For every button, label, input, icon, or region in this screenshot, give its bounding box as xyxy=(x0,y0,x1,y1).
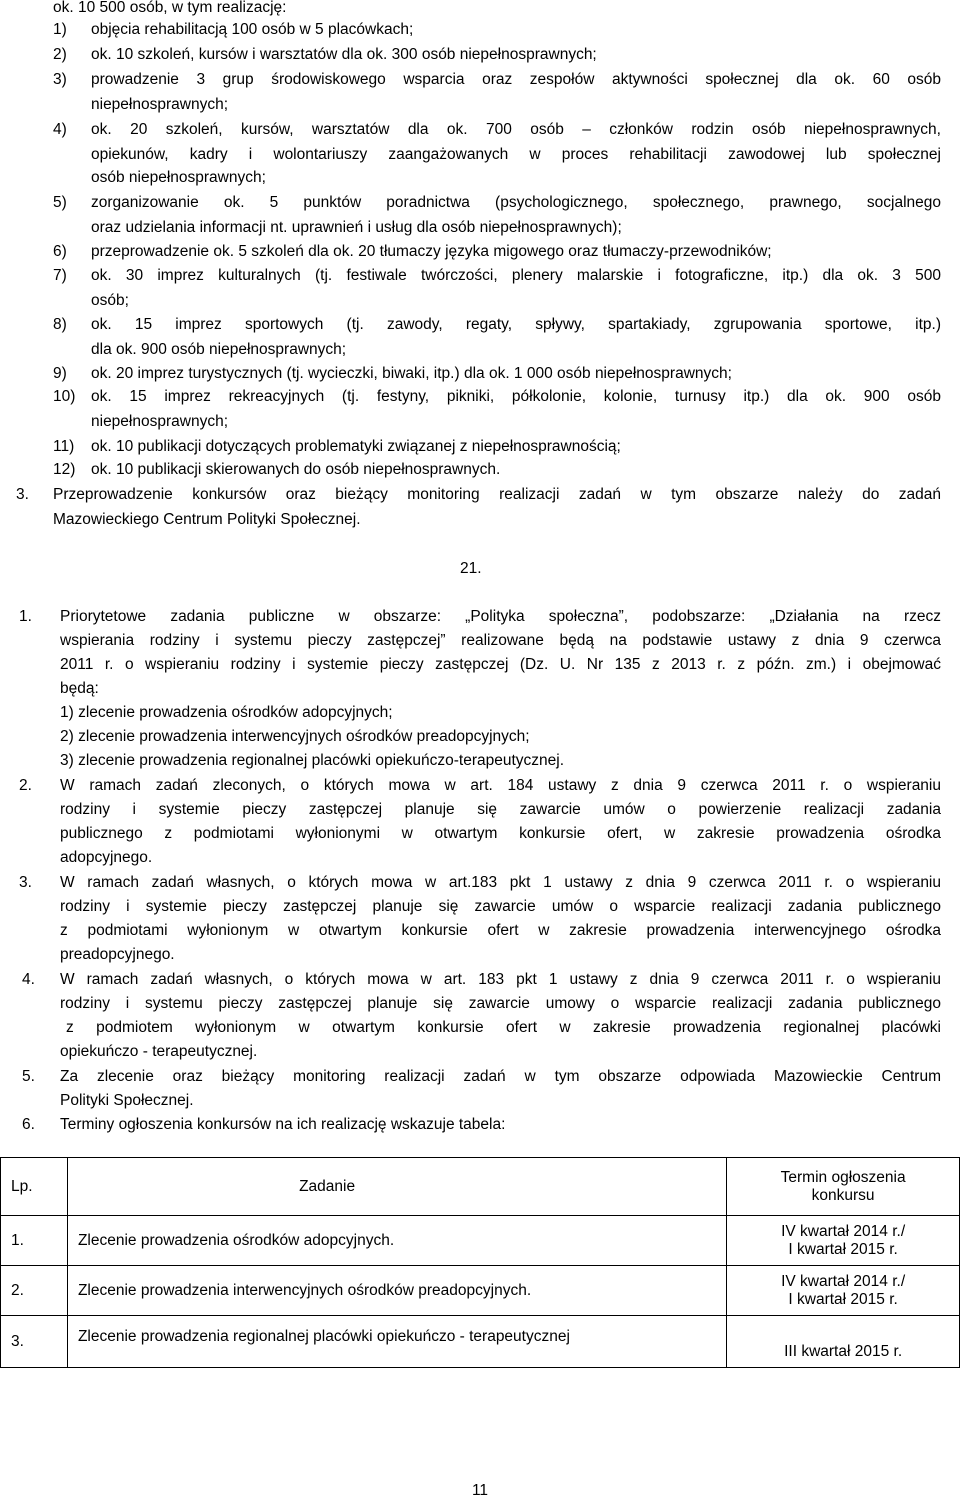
table-row xyxy=(1,1316,960,1368)
row-term xyxy=(727,1316,960,1368)
list-item-number: 2) xyxy=(53,46,67,63)
page-number: 11 xyxy=(471,1482,489,1499)
list-item-text: ok. 20 imprez turystycznych (tj. wycieczki, biwaki, itp.) dla ok. 1 000 osób niepełnosprawnych; xyxy=(91,365,732,382)
paragraph-text: adopcyjnego. xyxy=(60,849,153,866)
list-item-text: przeprowadzenie ok. 5 szkoleń dla ok. 20 tłumaczy języka migowego oraz tłumaczy-przewodników; xyxy=(91,243,772,260)
row-term xyxy=(727,1216,960,1266)
list-item-number: 1) xyxy=(53,21,67,38)
paragraph-text: Terminy ogłoszenia konkursów na ich realizację wskazuje tabela: xyxy=(60,1116,506,1133)
list-item-continuation: dla ok. 900 osób niepełnosprawnych; xyxy=(91,341,347,358)
list-item-text: ok. 10 publikacji dotyczących problematyki związanej z niepełnosprawnością; xyxy=(91,438,621,455)
paragraph-number: 3. xyxy=(16,486,29,503)
list-item-number: 4) xyxy=(53,121,67,138)
paragraph-text: Przeprowadzenie konkursów oraz bieżący monitoring realizacji zadań w tym obszarze należy do zadań xyxy=(53,486,941,503)
paragraph-text: Mazowieckiego Centrum Polityki Społecznej. xyxy=(53,511,361,528)
sub-item: 2) zlecenie prowadzenia interwencyjnych ośrodków preadopcyjnych; xyxy=(60,728,530,745)
list-item-number: 8) xyxy=(53,316,67,333)
row-task: Zlecenie prowadzenia ośrodków adopcyjnych. xyxy=(67,1216,726,1266)
row-term xyxy=(727,1266,960,1316)
schedule-table xyxy=(0,1157,960,1368)
list-item-text: prowadzenie 3 grup środowiskowego wsparcia oraz zespołów aktywności społecznej dla ok. 60 osób xyxy=(91,71,941,88)
row-lp: 2. xyxy=(1,1266,68,1316)
row-task: Zlecenie prowadzenia regionalnej placówki opiekuńczo - terapeutycznej xyxy=(67,1316,726,1368)
header-lp: Lp. xyxy=(1,1158,68,1216)
list-item-continuation: opiekunów, kadry i wolontariuszy zaangażowanych w proces rehabilitacji zawodowej lub społecznej xyxy=(91,146,941,163)
header-task: Zadanie xyxy=(67,1158,726,1216)
list-item-text: ok. 10 szkoleń, kursów i warsztatów dla ok. 300 osób niepełnosprawnych; xyxy=(91,46,597,63)
row-term-line: III kwartał 2015 r. xyxy=(784,1343,903,1360)
list-item-number: 7) xyxy=(53,267,67,284)
sub-item: 1) zlecenie prowadzenia ośrodków adopcyjnych; xyxy=(60,704,393,721)
paragraph-number: 3. xyxy=(19,874,32,891)
list-item-text: zorganizowanie ok. 5 punktów poradnictwa (psychologicznego, społecznego, prawnego, socjalnego xyxy=(91,194,941,211)
header-term-line: konkursu xyxy=(811,1186,875,1204)
paragraph-text: W ramach zadań własnych, o których mowa w art.183 pkt 1 ustawy z dnia 9 czerwca 2011 r. o wspieraniu xyxy=(60,874,941,891)
list-item-continuation: oraz udzielania informacji nt. uprawnień i usług dla osób niepełnosprawnych); xyxy=(91,219,622,236)
list-item-continuation: osób; xyxy=(91,292,129,309)
row-term-line: IV kwartał 2014 r./ xyxy=(781,1272,906,1290)
row-term-line: I kwartał 2015 r. xyxy=(788,1290,898,1308)
paragraph-text: Priorytetowe zadania publiczne w obszarze: „Polityka społeczna”, podobszarze: „Działania na rzecz xyxy=(60,608,941,625)
paragraph-number: 2. xyxy=(19,777,32,794)
paragraph-text: wspierania rodziny i systemu pieczy zastępczej” realizowane będą na podstawie ustawy z dnia 9 czerwca xyxy=(60,632,941,649)
paragraph-text: opiekuńczo - terapeutycznej. xyxy=(60,1043,258,1060)
paragraph-text: publicznego z podmiotami wyłonionymi w otwartym konkursie ofert, w zakresie prowadzenia ośrodka xyxy=(60,825,941,842)
list-item-continuation: niepełnosprawnych; xyxy=(91,96,229,113)
row-lp: 3. xyxy=(1,1316,68,1368)
table-row xyxy=(1,1216,960,1266)
paragraph-number: 5. xyxy=(22,1068,35,1085)
paragraph-number: 6. xyxy=(22,1116,35,1133)
table-header-row xyxy=(1,1158,960,1216)
header-term xyxy=(727,1158,960,1216)
list-item-text: ok. 15 imprez rekreacyjnych (tj. festyny, pikniki, półkolonie, kolonie, turnusy itp.) dla ok. 900 osób xyxy=(91,388,941,405)
paragraph-text: W ramach zadań zleconych, o których mowa w art. 184 ustawy z dnia 9 czerwca 2011 r. o wspieraniu xyxy=(60,777,941,794)
list-item-number: 3) xyxy=(53,71,67,88)
section-heading: 21. xyxy=(460,560,482,577)
list-item-text: objęcia rehabilitacją 100 osób w 5 placówkach; xyxy=(91,21,414,38)
list-item-text: ok. 15 imprez sportowych (tj. zawody, regaty, spływy, spartakiady, zgrupowania sportowe, itp.) xyxy=(91,316,941,333)
paragraph-text: z podmiotami wyłonionym w otwartym konkursie ofert w zakresie prowadzenia interwencyjnego ośrodka xyxy=(60,922,941,939)
sub-item: 3) zlecenie prowadzenia regionalnej placówki opiekuńczo-terapeutycznej. xyxy=(60,752,565,769)
paragraph-text: 2011 r. o wspieraniu rodziny i systemie pieczy zastępczej (Dz. U. Nr 135 z 2013 r. z późn. zm.) i obejmować xyxy=(60,656,941,673)
paragraph-text: będą: xyxy=(60,680,99,697)
row-term-line: IV kwartał 2014 r./ xyxy=(781,1222,906,1240)
paragraph-text: W ramach zadań własnych, o których mowa w art. 183 pkt 1 ustawy z dnia 9 czerwca 2011 r. o wspieraniu xyxy=(60,971,941,988)
list-item-text: ok. 20 szkoleń, kursów, warsztatów dla ok. 700 osób – członków rodzin osób niepełnosprawnych, xyxy=(91,121,941,138)
paragraph-number: 1. xyxy=(19,608,32,625)
list-item-text: ok. 30 imprez kulturalnych (tj. festiwale twórczości, plenery malarskie i fotograficzne, itp.) dla ok. 3 500 xyxy=(91,267,941,284)
list-item-continuation: niepełnosprawnych; xyxy=(91,413,229,430)
list-item-number: 10) xyxy=(53,388,76,405)
paragraph-text: rodziny i systemie pieczy zastępczej planuje się zawarcie umów o wsparcie realizacji zadania publicznego xyxy=(60,898,941,915)
row-term-line: I kwartał 2015 r. xyxy=(788,1240,898,1258)
table-row xyxy=(1,1266,960,1316)
list-item-number: 9) xyxy=(53,365,67,382)
row-lp: 1. xyxy=(1,1216,68,1266)
row-task: Zlecenie prowadzenia interwencyjnych ośrodków preadopcyjnych. xyxy=(67,1266,726,1316)
paragraph-text: z podmiotem wyłonionym w otwartym konkursie ofert w zakresie prowadzenia regionalnej placówki xyxy=(66,1019,941,1036)
paragraph-text: rodziny i systemu pieczy zastępczej planuje się zawarcie umowy o wsparcie realizacji zadania publicznego xyxy=(60,995,941,1012)
paragraph-text: Za zlecenie oraz bieżący monitoring realizacji zadań w tym obszarze odpowiada Mazowieckie Centrum xyxy=(60,1068,941,1085)
header-term-line: Termin ogłoszenia xyxy=(780,1168,906,1186)
paragraph-text: Polityki Społecznej. xyxy=(60,1092,194,1109)
list-item-number: 6) xyxy=(53,243,67,260)
intro-line: ok. 10 500 osób, w tym realizację: xyxy=(53,0,287,16)
list-item-text: ok. 10 publikacji skierowanych do osób niepełnosprawnych. xyxy=(91,461,501,478)
list-item-number: 12) xyxy=(53,461,76,478)
paragraph-number: 4. xyxy=(22,971,35,988)
list-item-number: 5) xyxy=(53,194,67,211)
list-item-continuation: osób niepełnosprawnych; xyxy=(91,169,266,186)
paragraph-text: rodziny i systemie pieczy zastępczej planuje się zawarcie umów o powierzenie realizacji zadania xyxy=(60,801,941,818)
paragraph-text: preadopcyjnego. xyxy=(60,946,175,963)
list-item-number: 11) xyxy=(53,438,75,455)
